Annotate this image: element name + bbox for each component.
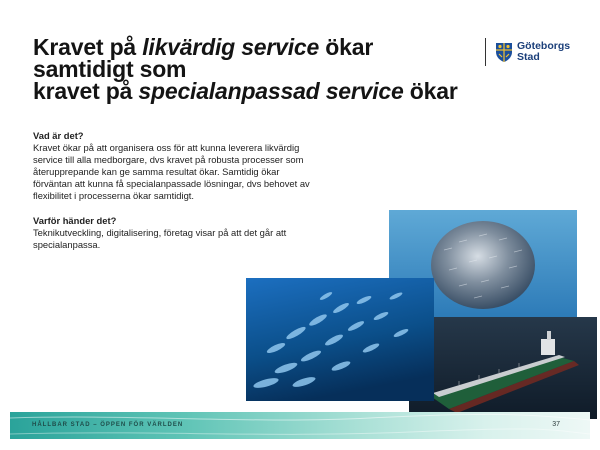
body-line: specialanpassa. [33, 238, 101, 250]
body-line: förväntan att kunna få specialanpassade lösningar, dvs behovet av [33, 178, 310, 190]
section-heading-what: Vad är det? [33, 130, 84, 141]
tanker-ship-photo [409, 317, 597, 419]
slide-title [33, 36, 473, 102]
body-line: flexibilitet i processerna ökar samtidigt. [33, 190, 195, 202]
city-crest-icon [494, 41, 514, 63]
body-line: service till alla medborgare, dvs kravet på robusta processer som [33, 154, 304, 166]
footer-band [10, 412, 590, 439]
logo-divider [485, 38, 486, 66]
body-line: Teknikutveckling, digitalisering, företag visar på att det går att [33, 226, 287, 238]
title-line-2: samtidigt som [33, 56, 187, 82]
body-text [33, 130, 378, 251]
page-number: 37 [552, 421, 560, 428]
fish-school-photo [246, 278, 434, 401]
goteborgs-stad-logo [485, 38, 585, 68]
title-line-1: Kravet på likvärdig service ökar [33, 34, 374, 60]
section-heading-why: Varför händer det? [33, 214, 117, 226]
logo-wordmark: Göteborgs Stad [517, 40, 571, 63]
footer-slogan: HÅLLBAR STAD – ÖPPEN FÖR VÄRLDEN [32, 422, 184, 428]
body-line: återupprepande kan ge samma resultat ökar. Samtidig ökar [33, 166, 280, 178]
body-line: Kravet ökar på att organisera oss för att kunna leverera likvärdig [33, 142, 300, 154]
title-line-3: kravet på specialanpassad service ökar [33, 78, 458, 104]
